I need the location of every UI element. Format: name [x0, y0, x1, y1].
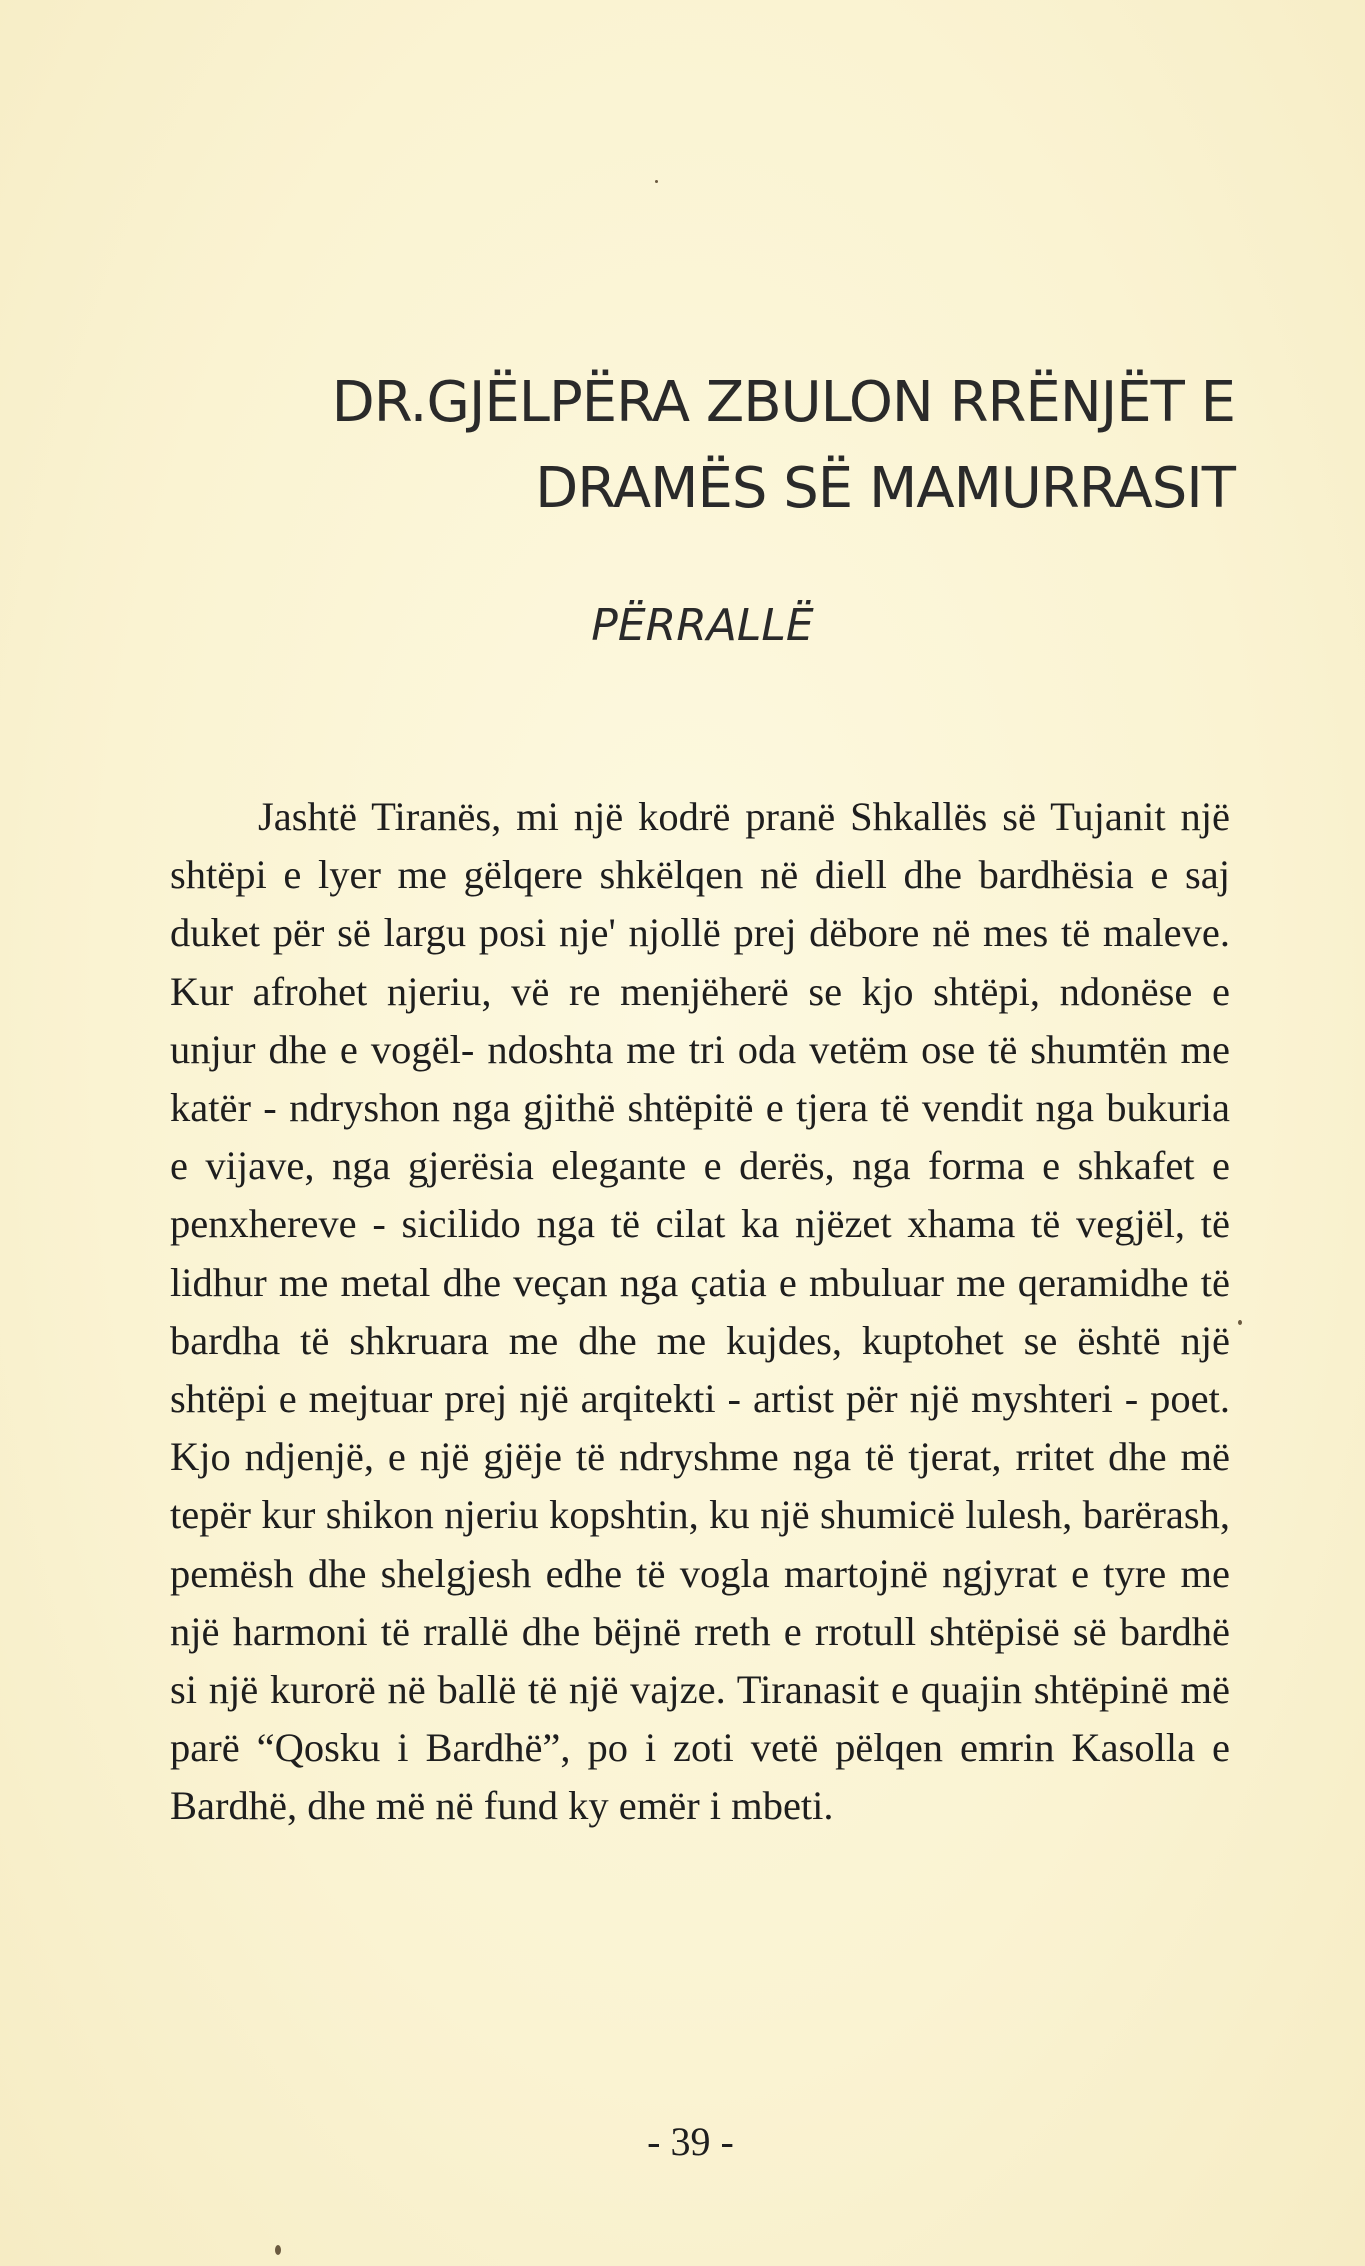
- paper-speck: [1238, 1320, 1242, 1325]
- body-paragraph: Jashtë Tiranës, mi një kodrë pranë Shkallës së Tujanit një shtëpi e lyer me gëlqere shkëlqen në diell dhe bardhësia e saj duket për së largu posi nje' njollë prej dëbore në mes të maleve. Kur afrohet njeriu, vë re menjëherë se kjo shtëpi, ndonëse e unjur dhe e vogël- ndoshta me tri oda vetëm ose të shumtën me katër - ndryshon nga gjithë shtëpitë e tjera të vendit nga bukuria e vijave, nga gjerësia elegante e derës, nga forma e shkafet e penxhereve - sicilido nga të cilat ka njëzet xhama të vegjël, të lidhur me metal dhe veçan nga çatia e mbuluar me qeramidhe të bardha të shkruara me dhe me kujdes, kuptohet se është një shtëpi e mejtuar prej një arqitekti - artist për një myshteri - poet. Kjo ndjenjë, e një gjëje të ndryshme nga të tjerat, rritet dhe më tepër kur shikon njeriu kopshtin, ku një shumicë lulesh, barërash, pemësh dhe shelgjesh edhe të vogla martojnë ngjyrat e tyre me një harmoni të rrallë dhe bëjnë rreth e rrotull shtëpisë së bardhë si një kurorë në ballë të një vajze. Tiranasit e quajin shtëpinë më parë “Qosku i Bardhë”, po i zoti vetë pëlqen emrin Kasolla e Bardhë, dhe më në fund ky emër i mbeti.: [170, 794, 1230, 1829]
- page-number: - 39 -: [647, 2119, 734, 2164]
- paper-speck: [655, 180, 658, 183]
- chapter-subtitle: PËRRALLË: [591, 600, 814, 651]
- paper-speck: [275, 2245, 281, 2255]
- chapter-title: [235, 360, 1235, 532]
- chapter-title-line-2: DRAMËS SË MAMURRASIT: [535, 456, 1235, 521]
- chapter-title-line-1: DR.GJËLPËRA ZBULON RRËNJËT E: [331, 370, 1235, 435]
